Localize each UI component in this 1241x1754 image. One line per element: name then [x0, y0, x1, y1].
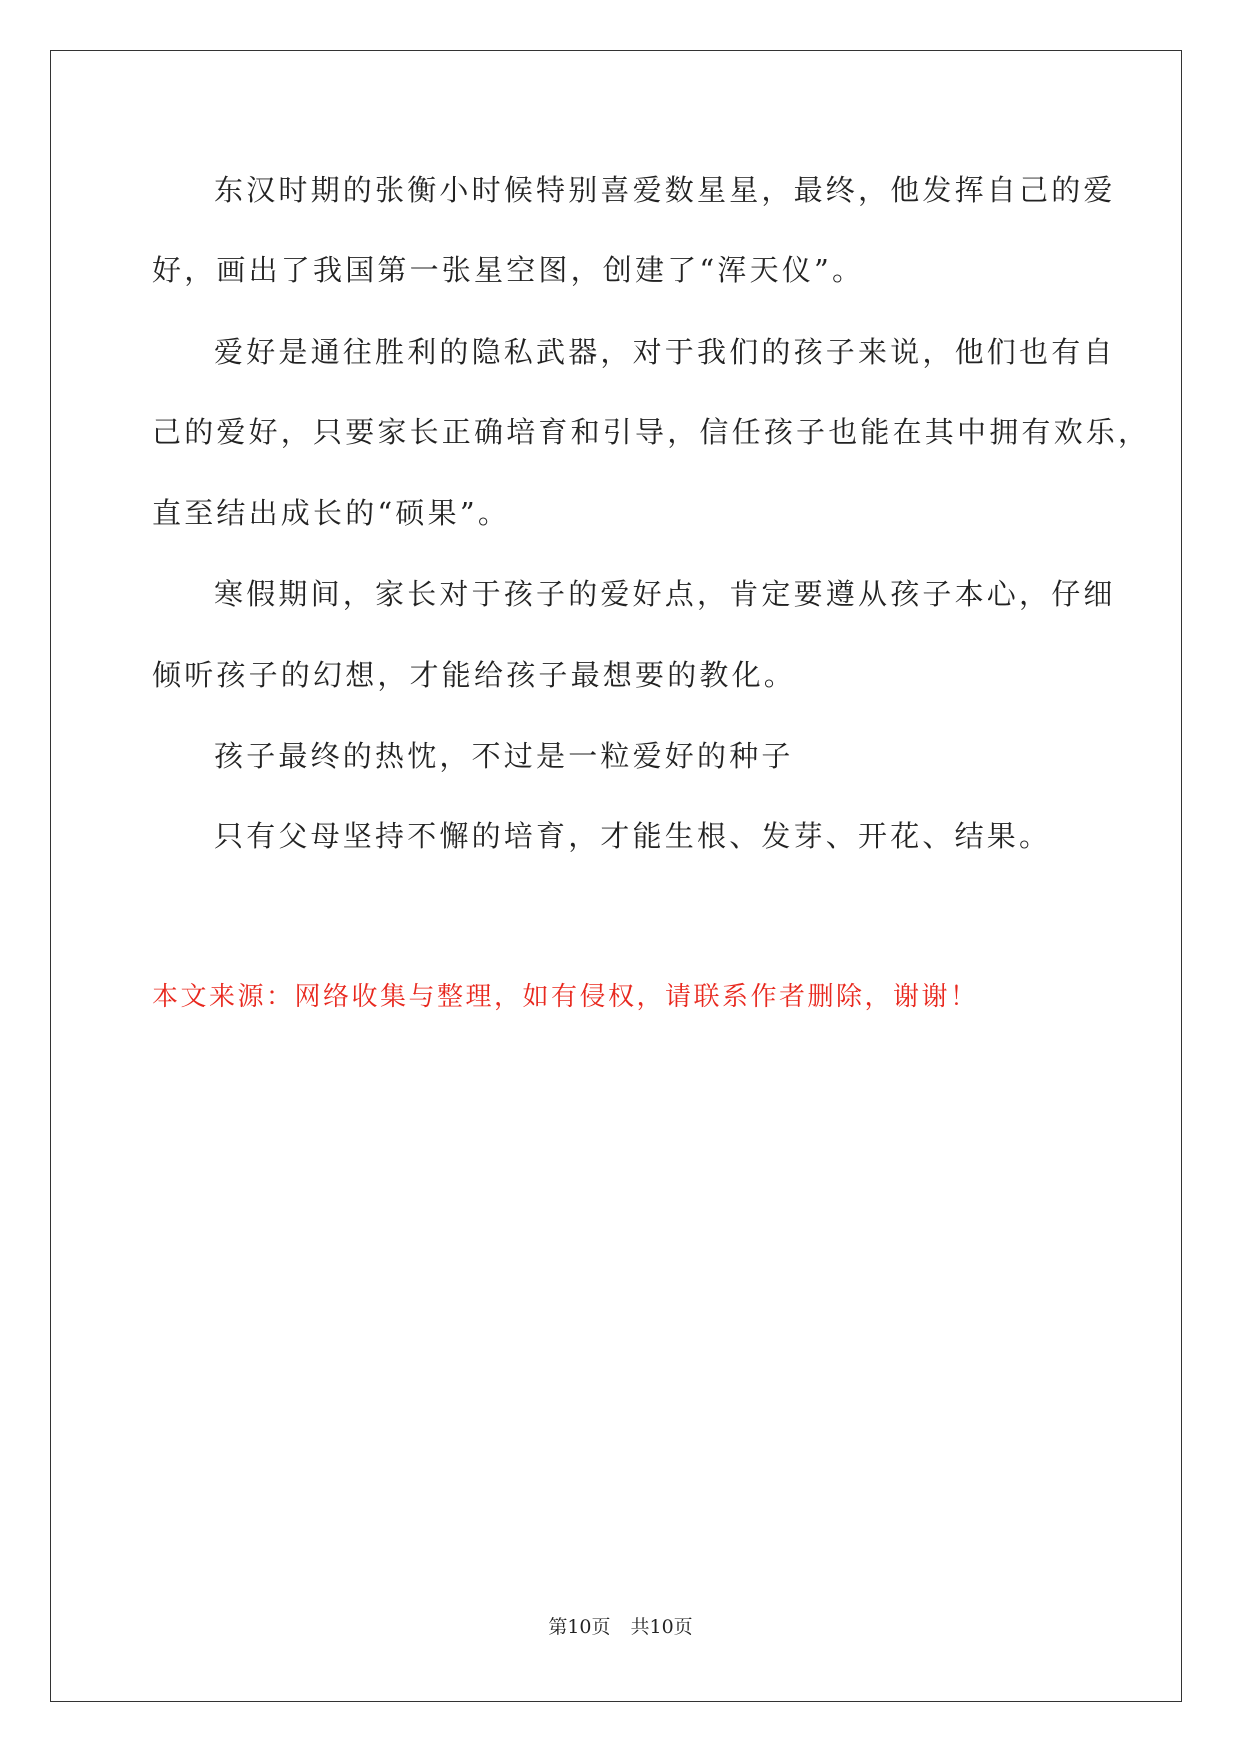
- paragraph-line: 倾听孩子的幻想，才能给孩子最想要的教化。: [152, 658, 797, 692]
- paragraph-line: 直至结出成长的“硕果”。: [152, 496, 511, 530]
- paragraph-line: 己的爱好，只要家长正确培育和引导，信任孩子也能在其中拥有欢乐，: [152, 415, 1151, 449]
- total-page-count: 共10页: [630, 1616, 693, 1638]
- paragraph-line: 爱好是通往胜利的隐私武器，对于我们的孩子来说，他们也有自: [214, 335, 1116, 369]
- current-page-number: 第10页: [548, 1616, 611, 1638]
- page-border: [50, 50, 1182, 1702]
- paragraph-line: 孩子最终的热忱，不过是一粒爱好的种子: [214, 739, 794, 773]
- page-footer: [0, 1612, 1241, 1639]
- source-note: 本文来源：网络收集与整理，如有侵权，请联系作者删除，谢谢！: [152, 982, 979, 1012]
- paragraph-line: 寒假期间，家长对于孩子的爱好点，肯定要遵从孩子本心，仔细: [214, 577, 1116, 611]
- paragraph-line: 东汉时期的张衡小时候特别喜爱数星星，最终，他发挥自己的爱: [214, 173, 1116, 207]
- paragraph-line: 好，画出了我国第一张星空图，创建了“浑天仪”。: [152, 253, 865, 287]
- paragraph-line: 只有父母坚持不懈的培育，才能生根、发芽、开花、结果。: [214, 819, 1052, 853]
